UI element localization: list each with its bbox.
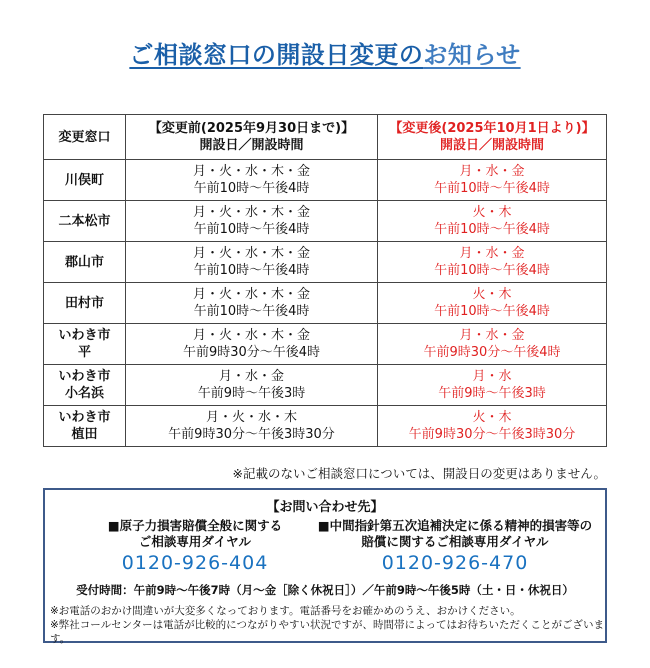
table-row	[44, 283, 607, 324]
office-name-line1: 川俣町	[64, 172, 104, 188]
general-dial	[65, 518, 325, 574]
after-schedule	[378, 283, 607, 324]
interim-dial-phone: 0120-926-470	[381, 552, 529, 574]
after-days: 火・木	[472, 410, 512, 425]
reception-hours: 受付時間：午前9時～午後7時（月～金［除く休祝日］）／午前9時～午後5時（土・日・休祝日）	[76, 583, 574, 597]
after-days: 月・水・金	[459, 164, 525, 179]
after-time: 午前10時～午後4時	[434, 222, 550, 237]
after-time: 午前10時～午後4時	[434, 181, 550, 196]
after-days: 月・水・金	[459, 328, 525, 343]
page-title	[0, 38, 650, 72]
title-notice: お知らせ	[423, 41, 521, 69]
after-days: 火・木	[472, 205, 512, 220]
before-time: 午前10時～午後4時	[193, 263, 310, 278]
before-days: 月・火・水・木・金	[192, 287, 310, 302]
after-schedule	[378, 324, 607, 365]
footnote: ※弊社コールセンターは電話が比較的につながりやすい状況ですが、時間帯によってはお待ちいただくことがございます。	[50, 619, 604, 645]
after-time: 午前10時～午後4時	[434, 304, 550, 319]
before-schedule	[126, 406, 378, 447]
before-days: 月・水・金	[218, 369, 284, 384]
after-schedule	[378, 406, 607, 447]
table-row	[44, 201, 607, 242]
general-dial-line1: ■原子力損害賠償全般に関する	[107, 518, 283, 533]
before-time: 午前9時～午後3時	[197, 386, 306, 401]
after-days: 月・水・金	[459, 246, 525, 261]
office-name	[44, 242, 126, 283]
before-schedule	[126, 242, 378, 283]
header-office: 変更窓口	[44, 115, 126, 160]
interim-dial	[305, 518, 605, 574]
after-schedule	[378, 201, 607, 242]
after-days: 火・木	[472, 287, 512, 302]
office-name	[44, 406, 126, 447]
title-main: ご相談窓口の開設日変更の	[129, 41, 424, 69]
office-name-line1: 田村市	[64, 295, 104, 311]
before-schedule	[126, 365, 378, 406]
table-row	[44, 242, 607, 283]
office-name	[44, 201, 126, 242]
office-name-line2: 小名浜	[64, 386, 104, 401]
header-before-label: 開設日／開設時間	[199, 138, 304, 153]
before-schedule	[126, 324, 378, 365]
office-name	[44, 365, 126, 406]
after-schedule	[378, 242, 607, 283]
office-name	[44, 160, 126, 201]
before-schedule	[126, 160, 378, 201]
after-schedule	[378, 160, 607, 201]
footnotes	[50, 604, 605, 646]
before-days: 月・火・水・木・金	[192, 164, 310, 179]
table-row	[44, 406, 607, 447]
interim-dial-line2: 賠償に関するご相談専用ダイヤル	[361, 534, 549, 549]
office-name-line1: いわき市	[58, 410, 111, 425]
after-time: 午前9時～午後3時	[438, 386, 546, 401]
before-days: 月・火・水・木・金	[192, 246, 310, 261]
office-name	[44, 283, 126, 324]
table-row	[44, 160, 607, 201]
table-row	[44, 365, 607, 406]
after-schedule	[378, 365, 607, 406]
after-days: 月・水	[472, 369, 512, 384]
before-time: 午前9時30分～午後3時30分	[168, 427, 335, 442]
before-time: 午前9時30分～午後4時	[182, 345, 321, 360]
general-dial-phone: 0120-926-404	[121, 552, 269, 574]
header-after-label: 開設日／開設時間	[439, 138, 544, 153]
header-before-period: 【変更前(2025年9月30日まで)】	[148, 121, 355, 136]
before-days: 月・火・水・木・金	[192, 205, 310, 220]
contact-box	[43, 488, 607, 643]
header-after-period: 【変更後(2025年10月1日より)】	[389, 121, 595, 136]
before-time: 午前10時～午後4時	[193, 304, 310, 319]
before-time: 午前10時～午後4時	[193, 222, 310, 237]
office-name	[44, 324, 126, 365]
before-schedule	[126, 283, 378, 324]
after-time: 午前9時30分～午後4時	[423, 345, 561, 360]
before-days: 月・火・水・木	[205, 410, 297, 425]
before-schedule	[126, 201, 378, 242]
office-name-line2: 平	[77, 345, 91, 360]
before-time: 午前10時～午後4時	[193, 181, 310, 196]
contact-title: 【お問い合わせ先】	[266, 500, 384, 515]
table-row	[44, 324, 607, 365]
header-after	[378, 115, 607, 160]
footnote: ※お電話のおかけ間違いが大変多くなっております。電話番号をお確かめのうえ、おかけください。	[50, 605, 521, 617]
interim-dial-line1: ■中間指針第五次追補決定に係る精神的損害等の	[317, 518, 593, 533]
header-before	[126, 115, 378, 160]
after-time: 午前9時30分～午後3時30分	[408, 427, 576, 442]
table-header-row	[44, 115, 607, 160]
general-dial-line2: ご相談専用ダイヤル	[138, 534, 252, 549]
office-name-line1: 二本松市	[58, 213, 111, 229]
office-name-line1: いわき市	[58, 328, 111, 343]
office-name-line1: 郡山市	[64, 254, 104, 270]
after-time: 午前10時～午後4時	[434, 263, 550, 278]
office-name-line2: 植田	[71, 427, 98, 442]
before-days: 月・火・水・木・金	[192, 328, 310, 343]
unchanged-offices-note: ※記載のないご相談窓口については、開設日の変更はありません。	[232, 466, 606, 481]
schedule-table	[43, 114, 607, 447]
office-name-line1: いわき市	[58, 369, 111, 384]
